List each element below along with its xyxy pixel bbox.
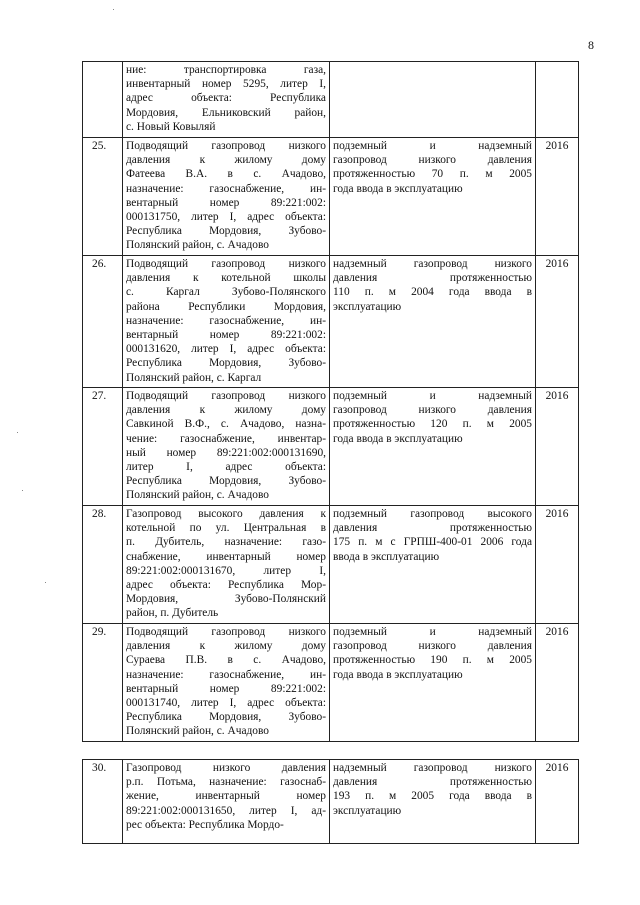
description-line: район, п. Дубитель <box>126 607 219 620</box>
description-line: давления к жилому дому <box>126 404 326 417</box>
object-description <box>123 62 330 138</box>
characteristics-line: года ввода в эксплуатацию <box>333 182 463 195</box>
table-row <box>83 624 579 742</box>
characteristics-line: протяженностью 120 п. м 2005 <box>333 418 532 431</box>
characteristics-line: 193 п. м 2005 года ввода в <box>333 790 532 803</box>
row-number: 30. <box>83 760 123 844</box>
description-line: с. Новый Ковыляй <box>126 120 216 133</box>
characteristics-line: газопровод низкого давления <box>333 404 532 417</box>
description-line: Мордовия, Зубово-Полянский <box>126 593 326 606</box>
description-line: района Республики Мордовия, <box>126 300 326 313</box>
scan-speck <box>113 9 114 10</box>
description-line: Газопровод высокого давления к <box>126 508 326 520</box>
description-line: назначение: газоснабжение, ин- <box>126 182 326 195</box>
characteristics-line: подземный и надземный <box>333 140 532 152</box>
description-line: 000131750, литер I, адрес объекта: <box>126 211 326 224</box>
description-line: жение, инвентарный номер <box>126 790 326 803</box>
year-cell <box>536 62 579 138</box>
description-line: Мордовия, Ельниковский район, <box>126 106 326 119</box>
description-line: адрес объекта: Республика <box>126 92 326 105</box>
description-line: 000131740, литер I, адрес объекта: <box>126 697 326 710</box>
characteristics-line: давления протяженностью <box>333 776 532 789</box>
description-line: п. Дубитель, назначение: газо- <box>126 536 326 549</box>
characteristics-line: подземный и надземный <box>333 626 532 638</box>
description-line: давления к жилому дому <box>126 154 326 167</box>
characteristics-line: давления протяженностью <box>333 522 532 535</box>
description-line: Подводящий газопровод низкого <box>126 140 326 152</box>
year-cell: 2016 <box>536 256 579 388</box>
row-number <box>83 62 123 138</box>
characteristics-line: эксплуатацию <box>333 804 402 817</box>
description-line: литер I, адрес объекта: <box>126 461 326 474</box>
year-cell: 2016 <box>536 624 579 742</box>
description-line: 89:221:002:000131670, литер I, <box>126 564 326 577</box>
description-line: Республика Мордовия, Зубово- <box>126 711 326 724</box>
description-line: адрес объекта: Республика Мор- <box>126 579 326 592</box>
characteristics-line: надземный газопровод низкого <box>333 762 532 774</box>
description-line: вентарный номер 89:221:002: <box>126 682 326 695</box>
description-line: Савкиной В.Ф., с. Ачадово, назна- <box>126 418 326 431</box>
characteristics-line: давления протяженностью <box>333 272 532 285</box>
row-spacer <box>83 742 579 760</box>
year-cell: 2016 <box>536 760 579 844</box>
characteristics-line: надземный газопровод низкого <box>333 258 532 270</box>
table-row <box>83 506 579 624</box>
object-description <box>123 138 330 256</box>
object-characteristics <box>330 62 536 138</box>
characteristics-line: 175 п. м с ГРПШ-400-01 2006 года <box>333 536 532 549</box>
characteristics-line: подземный газопровод высокого <box>333 508 532 520</box>
description-line: давления к жилому дому <box>126 640 326 653</box>
object-description <box>123 256 330 388</box>
description-line: давления к котельной школы <box>126 272 326 285</box>
description-line: Республика Мордовия, Зубово- <box>126 225 326 238</box>
description-line: снабжение, инвентарный номер <box>126 550 326 563</box>
table-row <box>83 138 579 256</box>
year-cell: 2016 <box>536 506 579 624</box>
description-line: 000131620, литер I, адрес объекта: <box>126 343 326 356</box>
description-line: Полянский район, с. Каргал <box>126 371 262 384</box>
description-line: Полянский район, с. Ачадово <box>126 239 270 252</box>
description-line: вентарный номер 89:221:002: <box>126 329 326 342</box>
object-characteristics <box>330 388 536 506</box>
page-number: 8 <box>588 38 594 52</box>
characteristics-line: газопровод низкого давления <box>333 154 532 167</box>
description-line: назначение: газоснабжение, ин- <box>126 668 326 681</box>
characteristics-line: подземный и надземный <box>333 390 532 402</box>
scan-speck <box>17 432 18 433</box>
description-line: Подводящий газопровод низкого <box>126 258 326 270</box>
spacer-cell <box>83 742 123 760</box>
characteristics-line: эксплуатацию <box>333 300 402 313</box>
object-description <box>123 624 330 742</box>
description-line: Подводящий газопровод низкого <box>126 390 326 402</box>
spacer-cell <box>536 742 579 760</box>
description-line: р.п. Потьма, назначение: газоснаб- <box>126 776 326 789</box>
row-number: 25. <box>83 138 123 256</box>
property-table-body <box>83 62 579 844</box>
description-line: ный номер 89:221:002:000131690, <box>126 446 326 459</box>
object-description <box>123 388 330 506</box>
description-line: инвентарный номер 5295, литер I, <box>126 78 326 91</box>
description-line: рес объекта: Республика Мордо- <box>126 818 284 831</box>
characteristics-line: газопровод низкого давления <box>333 640 532 653</box>
description-line: котельной по ул. Центральная в <box>126 522 326 535</box>
object-characteristics <box>330 760 536 844</box>
object-characteristics <box>330 624 536 742</box>
table-row <box>83 388 579 506</box>
object-characteristics <box>330 506 536 624</box>
description-line: с. Каргал Зубово-Полянского <box>126 286 326 299</box>
description-line: Газопровод низкого давления <box>126 762 326 774</box>
property-table <box>82 61 579 844</box>
year-cell: 2016 <box>536 388 579 506</box>
year-cell: 2016 <box>536 138 579 256</box>
characteristics-line: ввода в эксплуатацию <box>333 550 440 563</box>
object-description <box>123 760 330 844</box>
characteristics-line: года ввода в эксплуатацию <box>333 668 463 681</box>
table-row <box>83 760 579 844</box>
description-line: 89:221:002:000131650, литер I, ад- <box>126 804 326 817</box>
spacer-cell <box>123 742 330 760</box>
row-number: 28. <box>83 506 123 624</box>
table-row <box>83 62 579 138</box>
object-characteristics <box>330 256 536 388</box>
description-line: Подводящий газопровод низкого <box>126 626 326 638</box>
description-line: ние: транспортировка газа, <box>126 64 326 76</box>
scan-speck <box>22 490 23 491</box>
characteristics-line: года ввода в эксплуатацию <box>333 432 463 445</box>
row-number: 29. <box>83 624 123 742</box>
characteristics-line: протяженностью 190 п. м 2005 <box>333 654 532 667</box>
row-number: 26. <box>83 256 123 388</box>
table-row <box>83 256 579 388</box>
description-line: назначение: газоснабжение, ин- <box>126 314 326 327</box>
description-line: Сураева П.В. в с. Ачадово, <box>126 654 326 667</box>
spacer-cell <box>330 742 536 760</box>
description-line: Республика Мордовия, Зубово- <box>126 475 326 488</box>
row-number: 27. <box>83 388 123 506</box>
characteristics-line: протяженностью 70 п. м 2005 <box>333 168 532 181</box>
description-line: Фатеева В.А. в с. Ачадово, <box>126 168 326 181</box>
description-line: вентарный номер 89:221:002: <box>126 196 326 209</box>
object-characteristics <box>330 138 536 256</box>
scan-speck <box>45 582 46 583</box>
object-description <box>123 506 330 624</box>
description-line: чение: газоснабжение, инвентар- <box>126 432 326 445</box>
description-line: Полянский район, с. Ачадово <box>126 725 270 738</box>
characteristics-line: 110 п. м 2004 года ввода в <box>333 286 532 299</box>
description-line: Республика Мордовия, Зубово- <box>126 357 326 370</box>
description-line: Полянский район, с. Ачадово <box>126 489 270 502</box>
